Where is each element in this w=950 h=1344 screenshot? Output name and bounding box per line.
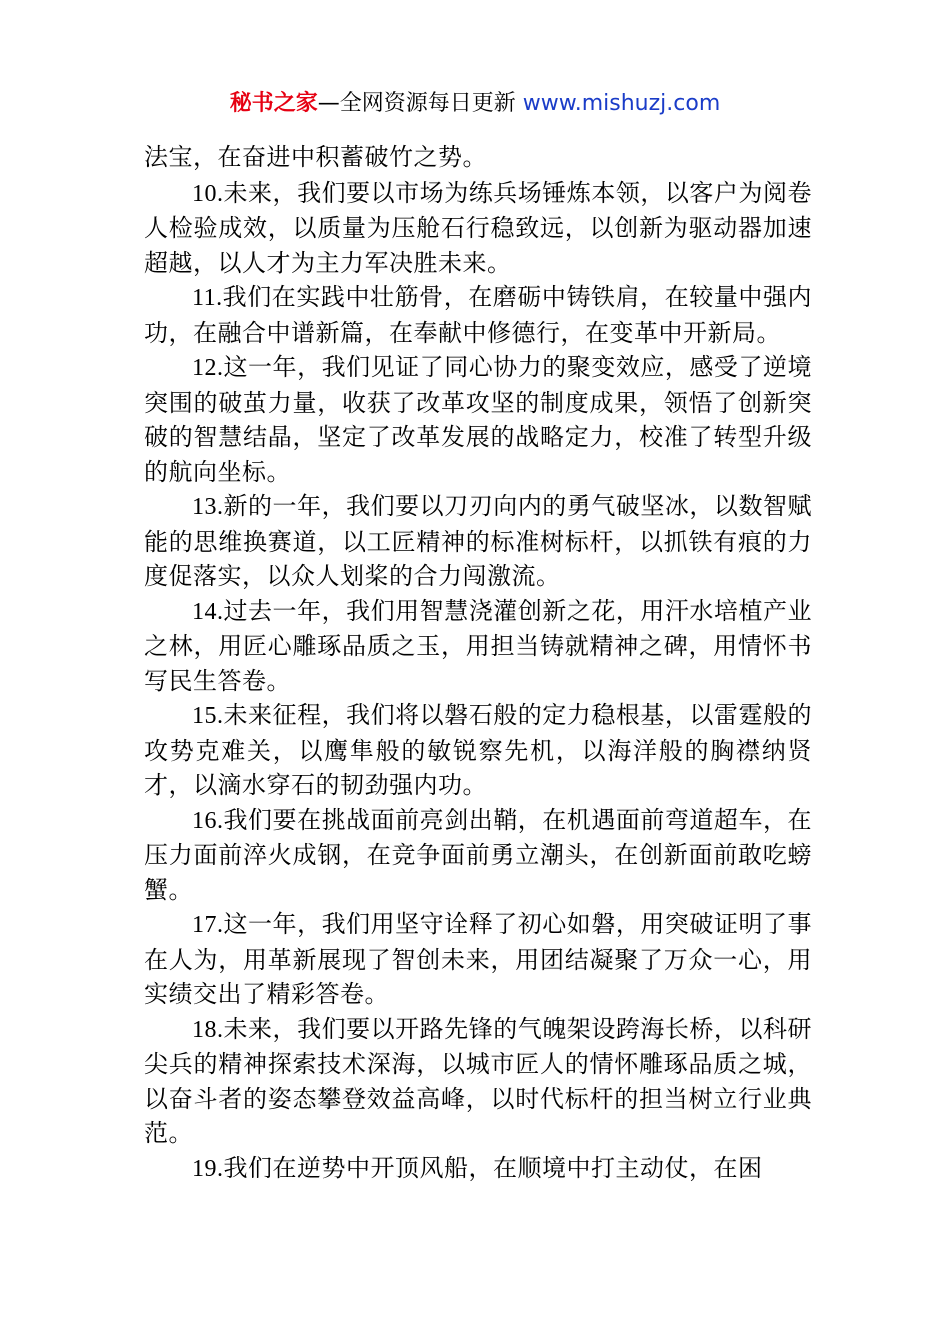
paragraph-text: 过去一年，我们用智慧浇灌创新之花，用汗水培植产业之林，用匠心雕琢品质之玉，用担当铸就精神之碑，用情怀书写民生答卷。 <box>144 596 812 695</box>
paragraph-number: 14. <box>192 598 224 625</box>
site-header <box>0 88 950 120</box>
paragraph-number: 17. <box>192 912 224 938</box>
paragraph-number: 18. <box>192 1016 224 1043</box>
paragraph <box>144 176 812 281</box>
paragraph-text: 我们要在挑战面前亮剑出鞘，在机遇面前弯道超车，在压力面前淬火成钢，在竞争面前勇立潮头，在创新面前敢吃螃蟹。 <box>144 805 812 904</box>
paragraph <box>144 803 812 908</box>
paragraph <box>144 489 812 594</box>
paragraph-number: 15. <box>192 703 224 729</box>
paragraph <box>144 140 812 176</box>
paragraph-number: 19. <box>192 1155 224 1182</box>
paragraph-text: 未来征程，我们将以磐石般的定力稳根基，以雷霆般的攻势克难关，以鹰隼般的敏锐察先机，以海洋般的胸襟纳贤才，以滴水穿石的韧劲强内功。 <box>144 701 812 799</box>
site-url-link[interactable]: www.mishuzj.com <box>522 91 721 116</box>
paragraph <box>144 907 812 1012</box>
header-tagline: —全网资源每日更新 <box>317 91 516 116</box>
paragraph <box>144 1151 812 1187</box>
brand-name: 秘书之家 <box>229 91 318 116</box>
paragraph-number: 16. <box>192 807 224 834</box>
paragraph <box>144 698 812 803</box>
paragraph-number: 11. <box>192 285 223 311</box>
paragraph-number: 10. <box>192 180 224 207</box>
paragraph-text: 法宝，在奋进中积蓄破竹之势。 <box>144 143 487 171</box>
paragraph-text: 我们在实践中壮筋骨，在磨砺中铸铁肩，在较量中强内功，在融合中谱新篇，在奉献中修德行，在变革中开新局。 <box>144 283 812 347</box>
paragraph <box>144 350 812 489</box>
paragraph-text: 未来，我们要以市场为练兵场锤炼本领，以客户为阅卷人检验成效，以质量为压舱石行稳致远，以创新为驱动器加速超越，以人才为主力军决胜未来。 <box>144 178 812 277</box>
paragraph-text: 我们在逆势中开顶风船，在顺境中打主动仗，在困 <box>223 1153 763 1182</box>
document-body <box>144 140 812 1186</box>
paragraph-number: 12. <box>192 355 224 381</box>
paragraph-text: 这一年，我们用坚守诠释了初心如磐，用突破证明了事在人为，用革新展现了智创未来，用团结凝聚了万众一心，用实绩交出了精彩答卷。 <box>144 910 812 1008</box>
paragraph <box>144 1012 812 1151</box>
paragraph <box>144 280 812 350</box>
paragraph-text: 未来，我们要以开路先锋的气魄架设跨海长桥，以科研尖兵的精神探索技术深海，以城市匠人的情怀雕琢品质之城，以奋斗者的姿态攀登效益高峰，以时代标杆的担当树立行业典范。 <box>144 1014 812 1147</box>
paragraph-text: 这一年，我们见证了同心协力的聚变效应，感受了逆境突围的破茧力量，收获了改革攻坚的制度成果，领悟了创新突破的智慧结晶，坚定了改革发展的战略定力，校准了转型升级的航向坐标。 <box>144 353 812 486</box>
paragraph-text: 新的一年，我们要以刀刃向内的勇气破坚冰，以数智赋能的思维换赛道，以工匠精神的标准树标杆，以抓铁有痕的力度促落实，以众人划桨的合力闯激流。 <box>144 492 812 590</box>
paragraph-number: 13. <box>192 494 224 520</box>
paragraph <box>144 594 812 699</box>
